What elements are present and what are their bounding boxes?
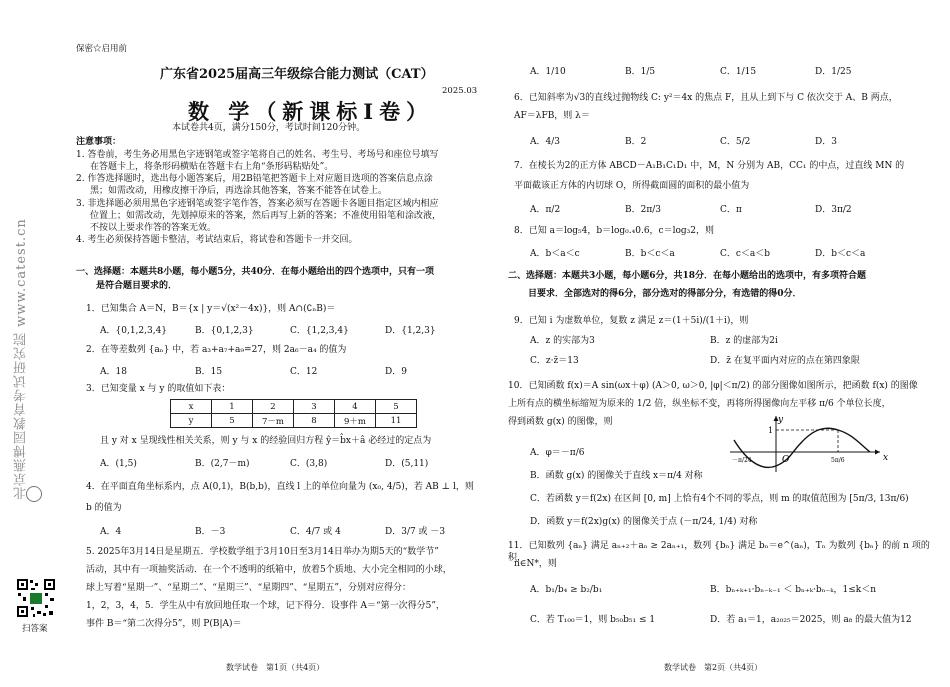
option: B．b＜c＜a bbox=[625, 249, 675, 259]
notice-line: 位置上；如需改动，先划掉原来的答案，然后再写上新的答案；不准使用铅笔和涂改液， bbox=[90, 210, 442, 221]
question-1: 1．已知集合 A＝N，B＝{x | y＝√(x²－4x)}，则 A∩(∁ₙB)＝ bbox=[86, 304, 336, 314]
question-7: 7．在棱长为2的正方体 ABCD－A₁B₁C₁D₁ 中，M，N 分别为 AB，CC₁ 的中点，过直线 MN 的 bbox=[514, 161, 905, 171]
question-2: 2．在等差数列 {aₙ} 中，若 a₃+a₇+a₉=27，则 2a₆－a₄ 的值为 bbox=[86, 345, 347, 355]
option: A．4 bbox=[100, 527, 122, 537]
option: D．3 bbox=[815, 137, 837, 147]
option: D．(5,11) bbox=[385, 459, 429, 469]
option: A．1/10 bbox=[530, 67, 566, 77]
option: D．b＜c＜a bbox=[815, 249, 866, 259]
section2-heading-cont: 目要求．全部选对的得6分，部分选对的得部分分，有选错的得0分． bbox=[528, 289, 802, 299]
exam-title: 广东省2025届高三年级综合能力测试（CAT） bbox=[160, 67, 434, 82]
option: B．2π/3 bbox=[625, 205, 662, 215]
option: B．1/5 bbox=[625, 67, 656, 77]
sine-curve bbox=[734, 428, 870, 467]
exam-info: 本试卷共4页，满分150分，考试时间120分钟。 bbox=[172, 123, 366, 133]
q2-options bbox=[100, 364, 480, 377]
option: A．4/3 bbox=[530, 137, 560, 147]
option: C．5/2 bbox=[720, 137, 751, 147]
option: D．{1,2,3} bbox=[385, 326, 436, 336]
q5-options bbox=[530, 64, 910, 77]
x-tick-left: －π/24 bbox=[732, 457, 752, 464]
option: C．4/7 或 4 bbox=[290, 527, 341, 537]
table-cell: 2 bbox=[253, 400, 294, 414]
option: C．若函数 y＝f(2x) 在区间 [0, m] 上恰有4个不同的零点，则 m 的取值范围为 [5π/3, 13π/6) bbox=[530, 494, 909, 504]
option: A．π/2 bbox=[530, 205, 561, 215]
section1-heading-cont: 是符合题目要求的． bbox=[96, 281, 178, 291]
section1-heading: 一、选择题：本题共8小题，每小题5分，共40分．在每小题给出的四个选项中，只有一项 bbox=[76, 267, 435, 277]
notices-block bbox=[76, 149, 496, 246]
question-5 bbox=[86, 543, 496, 633]
notice-line: 4. 考生必须保持答题卡整洁，考试结束后，将试卷和答题卡一并交回。 bbox=[76, 234, 358, 245]
q5-line: 1，2，3，4，5．学生从中有放回地任取一个球，记下得分．设事件 A＝“第一次得分5”， bbox=[86, 601, 445, 611]
notice-line: 2. 作答选择题时，选出每小题答案后，用2B铅笔把答题卡上对应题目选项的答案信息点涂 bbox=[76, 174, 433, 185]
option: B．z 的虚部为2i bbox=[710, 336, 778, 346]
page-footer-left: 数学试卷 第1页（共4页） bbox=[226, 663, 325, 672]
option: A．(1,5) bbox=[100, 459, 137, 469]
option: A．{0,1,2,3,4} bbox=[100, 326, 168, 336]
option: D．函数 y＝f(2x)g(x) 的图像关于点 (－π/24, 1/4) 对称 bbox=[530, 517, 758, 527]
notice-line: 在答题卡上，将条形码横贴在答题卡右上角“条形码粘贴处”。 bbox=[90, 162, 334, 173]
q4-options bbox=[100, 524, 480, 537]
option: D．若 a₁＝1，a₂₀₂₅＝2025，则 a₈ 的最大值为12 bbox=[710, 615, 912, 625]
notice-title: 注意事项： bbox=[76, 137, 122, 147]
option: C．1/15 bbox=[720, 67, 757, 77]
question-6: 6．已知斜率为√3的直线过抛物线 C: y²＝4x 的焦点 F，且从上到下与 C 依次交于 A、B 两点， bbox=[514, 93, 898, 103]
option: A．b＜a＜c bbox=[530, 249, 580, 259]
q10-line: 上所有点的横坐标缩短为原来的 1/2 倍，纵坐标不变，再将所得图像向左平移 π/6 个单位长度， bbox=[508, 399, 891, 409]
option: A．18 bbox=[100, 367, 127, 377]
option: C．若 T₁₀₀＝1，则 b₅₀b₅₁ ≤ 1 bbox=[530, 615, 656, 625]
question-3: 3．已知变量 x 与 y 的取值如下表： bbox=[86, 384, 231, 394]
q10-graph bbox=[730, 414, 890, 474]
option: B．bₙ₊ₖ₊₁·bₙ₋ₖ₋₁ ＜ bₙ₊ₖ·bₙ₋ₖ，1≤k＜n bbox=[710, 585, 877, 595]
option: C．z·z̄＝13 bbox=[530, 356, 579, 366]
notice-line: 黑；如需改动，用橡皮擦干净后，再选涂其他答案，答案不能答在试卷上。 bbox=[90, 186, 388, 197]
logo-icon bbox=[26, 486, 42, 502]
table-cell: y bbox=[171, 414, 212, 428]
option: B．2 bbox=[625, 137, 647, 147]
table-row bbox=[171, 414, 417, 428]
option: B．－3 bbox=[195, 527, 226, 537]
option: D．9 bbox=[385, 367, 407, 377]
option: C．π bbox=[720, 205, 742, 215]
table-cell: 7－m bbox=[253, 414, 294, 428]
question-9: 9．已知 i 为虚数单位，复数 z 满足 z＝(1＋5i)/(1＋i)，则 bbox=[514, 316, 749, 326]
y-tick-1: 1 bbox=[768, 426, 774, 435]
option: D．1/25 bbox=[815, 67, 852, 77]
option: A．z 的实部为3 bbox=[530, 336, 595, 346]
option: A．φ＝－π/6 bbox=[530, 448, 585, 458]
q3-continued: 且 y 对 x 呈现线性相关关系，则 y 与 x 的经验回归方程 ŷ＝b̂x＋â 必经过的定点为 bbox=[100, 436, 432, 446]
q5-line: 球上写着“星期一”、“星期二”、“星期三”、“星期四”、“星期五”，分别对应得分： bbox=[86, 583, 412, 593]
option: A．b₁/b₄ ≥ b₂/b₁ bbox=[530, 585, 603, 595]
question-11: 11．已知数列 {aₙ} 满足 aₙ₊₂＋aₙ ≥ 2aₙ₊₁，数列 {bₙ} 满足 bₙ＝e^(aₙ)，Tₙ 为数列 {bₙ} 的前 n 项的积， bbox=[508, 541, 930, 564]
q10-line: 10．已知函数 f(x)＝A sin(ωx＋φ) (A＞0, ω＞0, |φ|＜π/2) 的部分图像如图所示，把函数 f(x) 的图像 bbox=[508, 381, 918, 391]
option: C．(3,8) bbox=[290, 459, 328, 469]
table-cell: 9＋m bbox=[335, 414, 376, 428]
x-tick-right: 5π/6 bbox=[831, 457, 845, 464]
q1-options bbox=[100, 323, 480, 336]
option: C．{1,2,3,4} bbox=[290, 326, 349, 336]
q5-line: 活动，其中有一项抽奖活动．在一个不透明的纸箱中，放着5个质地、大小完全相同的小球， bbox=[86, 565, 452, 575]
page-footer-right: 数学试卷 第2页（共4页） bbox=[664, 663, 763, 672]
q7-continued: 平面截该正方体的内切球 O，所得截面圆的面积的最小值为 bbox=[514, 181, 750, 191]
q11-continued: n∈N*，则 bbox=[514, 559, 557, 569]
x-label: x bbox=[883, 453, 889, 463]
option: B．{0,1,2,3} bbox=[195, 326, 254, 336]
option: C．c＜a＜b bbox=[720, 249, 771, 259]
table-cell: 4 bbox=[335, 400, 376, 414]
secret-label: 保密☆启用前 bbox=[76, 44, 128, 54]
y-label: y bbox=[778, 415, 784, 425]
q6-options bbox=[530, 134, 910, 147]
table-cell: 1 bbox=[212, 400, 253, 414]
q7-options bbox=[530, 202, 910, 215]
table-row bbox=[171, 400, 417, 414]
question-4: 4．在平面直角坐标系内，点 A(0,1)，B(b,b)，直线 l 上的单位向量为 (x₀, 4/5)，若 AB ⊥ l，则 bbox=[86, 482, 474, 492]
qr-code-icon[interactable] bbox=[16, 578, 56, 618]
q8-options bbox=[530, 246, 910, 259]
option: D．3π/2 bbox=[815, 205, 852, 215]
q4-continued: b 的值为 bbox=[86, 503, 122, 513]
origin-label: O bbox=[782, 455, 790, 465]
option: D．3/7 或 －3 bbox=[385, 527, 446, 537]
subject-title: 数 学（新课标Ⅰ卷） bbox=[188, 99, 434, 124]
table-cell: 5 bbox=[212, 414, 253, 428]
q3-options bbox=[100, 456, 480, 469]
option: B．(2,7－m) bbox=[195, 459, 250, 469]
table-cell: x bbox=[171, 400, 212, 414]
exam-date: 2025.03 bbox=[442, 86, 478, 96]
qr-label: 扫答案 bbox=[22, 624, 48, 634]
q10-line: 得到函数 g(x) 的图像，则 bbox=[508, 417, 613, 427]
option: D．z̄ 在复平面内对应的点在第四象限 bbox=[710, 356, 860, 366]
notice-line: 不按以上要求作答的答案无效。 bbox=[90, 222, 217, 233]
table-cell: 5 bbox=[376, 400, 417, 414]
option: C．12 bbox=[290, 367, 318, 377]
option: B．函数 g(x) 的图像关于直线 x＝π/4 对称 bbox=[530, 471, 703, 481]
table-cell: 8 bbox=[294, 414, 335, 428]
q6-continued: AF＝λFB，则 λ＝ bbox=[514, 111, 590, 121]
section2-heading: 二、选择题：本题共3小题，每小题6分，共18分．在每小题给出的选项中，有多项符合题 bbox=[508, 271, 867, 281]
question-8: 8．已知 a＝log₅4，b＝log₀.₄0.6，c＝log₃2，则 bbox=[514, 226, 714, 236]
notice-line: 3. 非选择题必须用黑色字迹钢笔或签字笔作答，答案必须写在答题卡各题目指定区域内相应 bbox=[76, 198, 439, 209]
table-cell: 11 bbox=[376, 414, 417, 428]
x-axis-arrow bbox=[875, 450, 880, 455]
q5-line: 5. 2025年3月14日是星期五．学校数学组于3月10日至3月14日举办为期5天的“数学节” bbox=[86, 547, 439, 557]
table-cell: 3 bbox=[294, 400, 335, 414]
q3-table bbox=[170, 399, 417, 428]
option: B．15 bbox=[195, 367, 223, 377]
side-watermark: 北京燕博园教育考试研究院 www.catest.cn bbox=[14, 218, 29, 500]
q5-line: 事件 B＝“第二次得分5”，则 P(B|A)＝ bbox=[86, 619, 242, 629]
notice-line: 1. 答卷前，考生务必用黑色字迹钢笔或签字笔将自己的姓名、考生号、考场号和座位号填写 bbox=[76, 150, 439, 160]
